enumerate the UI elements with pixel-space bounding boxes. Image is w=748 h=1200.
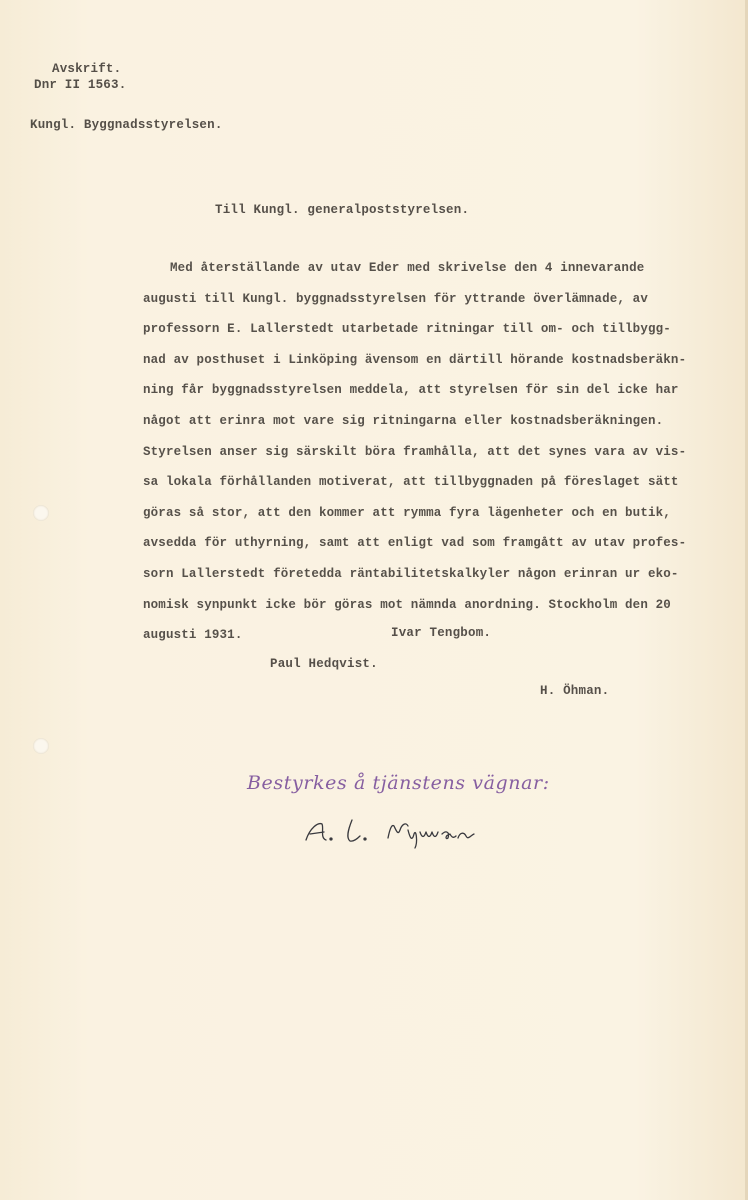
signature-hedqvist: Paul Hedqvist. [270,657,378,671]
body-line: augusti 1931. [143,628,243,643]
punch-hole [33,738,49,754]
body-line: göras så stor, att den kommer att rymma fyra lägenheter och en butik, [143,505,671,520]
diary-number: Dnr II 1563. [34,78,127,92]
body-line: Styrelsen anser sig särskilt böra framhålla, att det synes vara av vis- [143,444,687,459]
body-line: Med återställande av utav Eder med skrivelse den 4 innevarande [170,261,645,275]
body-line: avsedda för uthyrning, samt att enligt vad som framgått av utav profes- [143,536,687,551]
body-line: nad av posthuset i Linköping ävensom en därtill hörande kostnadsberäkn- [143,352,687,367]
body-line: nomisk synpunkt icke bör göras mot nämnda anordning. Stockholm den 20 [143,597,671,612]
signature-ohman: H. Öhman. [540,684,610,698]
signature-tengbom: Ivar Tengbom. [391,626,492,640]
punch-hole [33,505,49,521]
body-line: augusti till Kungl. byggnadsstyrelsen för yttrande överlämnade, av [143,291,648,306]
letter-body [143,253,723,651]
body-line: sorn Lallerstedt företedda räntabilitetskalkyler någon erinran ur eko- [143,566,679,581]
body-line: professorn E. Lallerstedt utarbetade ritningar till om- och tillbygg- [143,322,671,337]
body-line: ning får byggnadsstyrelsen meddela, att styrelsen för sin del icke har [143,383,679,398]
sender-name: Kungl. Byggnadsstyrelsen. [30,118,223,132]
avskrift-label: Avskrift. [52,62,122,76]
body-line: sa lokala förhållanden motiverat, att tillbyggnaden på föreslaget sätt [143,475,679,490]
body-line: något att erinra mot vare sig ritningarna eller kostnadsberäkningen. [143,413,664,428]
handwritten-signature [300,808,500,853]
certification-stamp: Bestyrkes å tjänstens vägnar: [247,772,550,794]
addressee: Till Kungl. generalpoststyrelsen. [215,203,470,217]
